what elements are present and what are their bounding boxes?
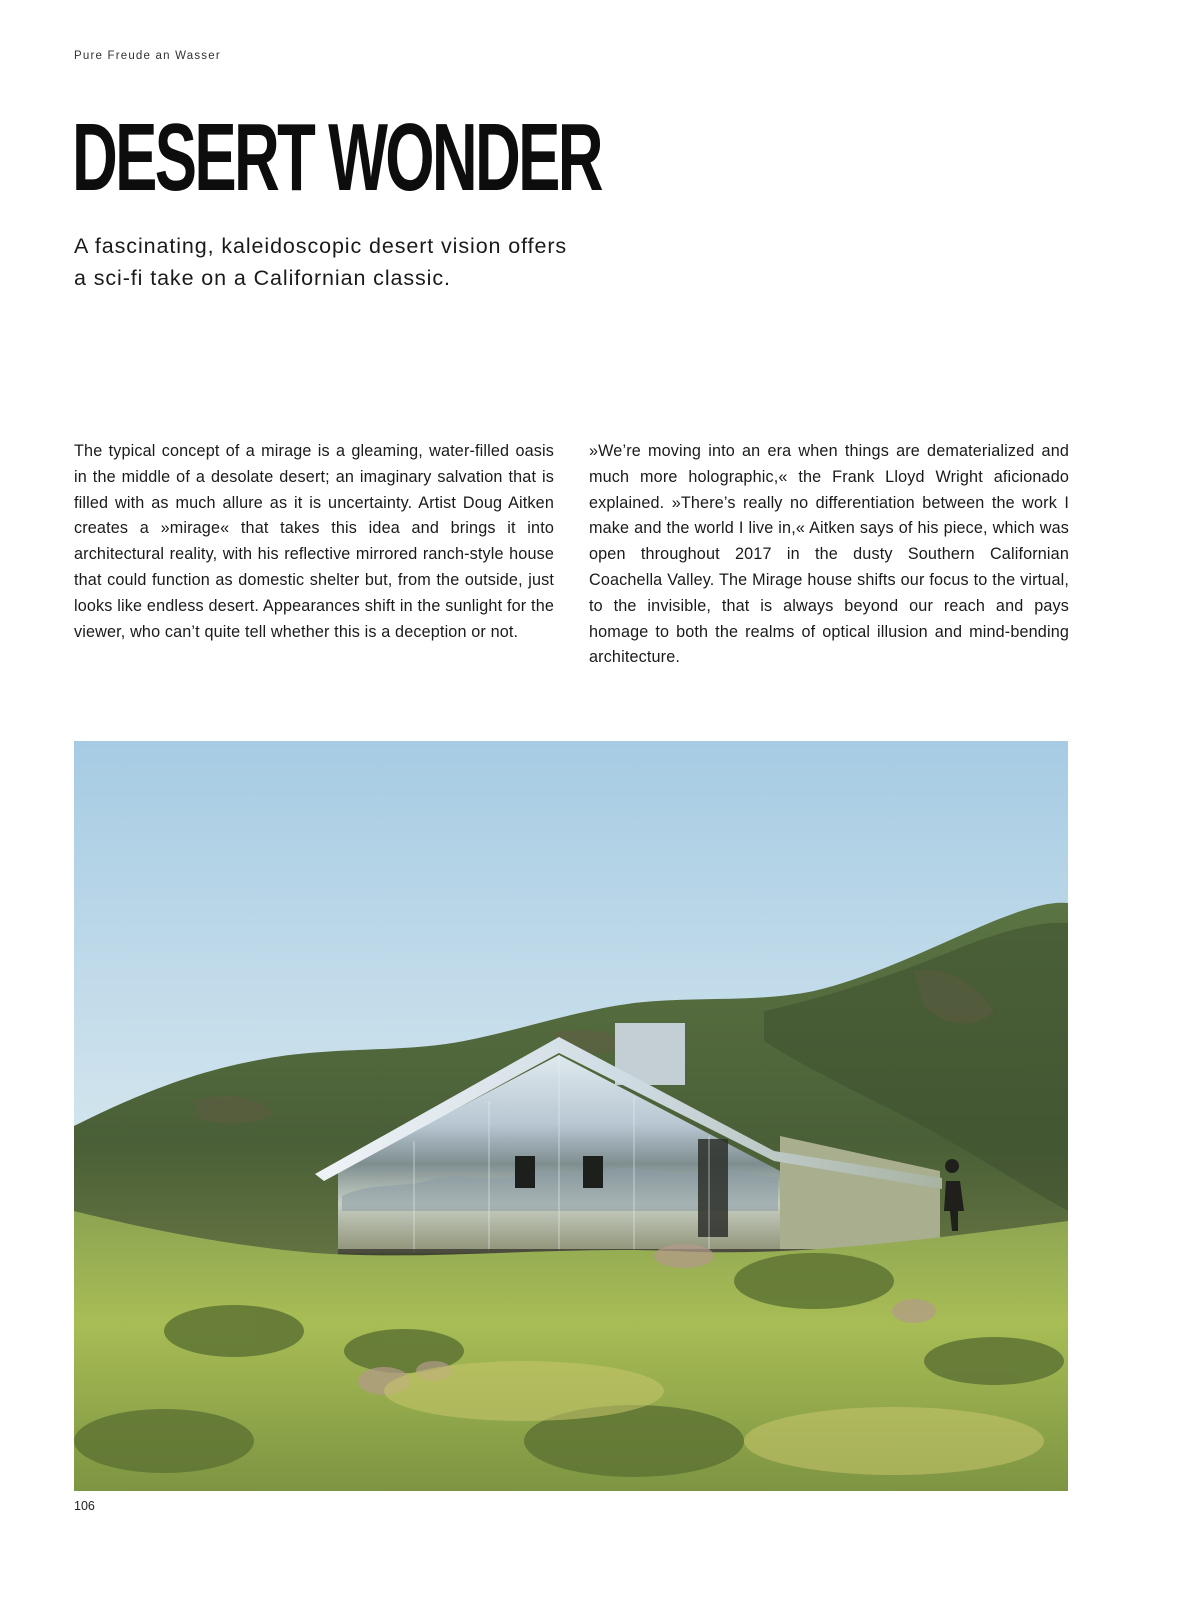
house-window-right	[583, 1156, 603, 1188]
section-kicker: Pure Freude an Wasser	[74, 50, 221, 62]
mirage-house-photo	[74, 741, 1068, 1491]
article-deck	[74, 230, 694, 294]
body-column-left: The typical concept of a mirage is a gleaming, water-filled oasis in the middle of a desolate desert; an imaginary salvation that is filled with as much allure as it is uncertainty. Artist Doug Aitken creates a »mirage« that takes this idea and brings it into architectural reality, with his reflective mirrored ranch-style house that could function as domestic shelter but, from the outside, just looks like endless desert. Appearances shift in the sunlight for the viewer, who can’t quite tell whether this is a deception or not.	[74, 442, 554, 641]
article-title: DESERT WONDER	[72, 104, 601, 211]
body-column-right: »We’re moving into an era when things are dematerialized and much more holographic,« the Frank Lloyd Wright aficionado explained. »There’s really no differentiation between the work I make and the world I live in,« Aitken says of his piece, which was open throughout 2017 in the dusty Southern Californian Coachella Valley. The Mirage house shifts our focus to the virtual, to the invisible, that is always beyond our reach and pays homage to both the realms of optical illusion and mind-bending architecture.	[589, 442, 1069, 667]
house-window-left	[515, 1156, 535, 1188]
house-door	[698, 1139, 728, 1237]
page-number: 106	[74, 1499, 95, 1513]
deck-line-2: a sci-fi take on a Californian classic.	[74, 266, 451, 290]
deck-line-1: A fascinating, kaleidoscopic desert vision offers	[74, 234, 568, 258]
